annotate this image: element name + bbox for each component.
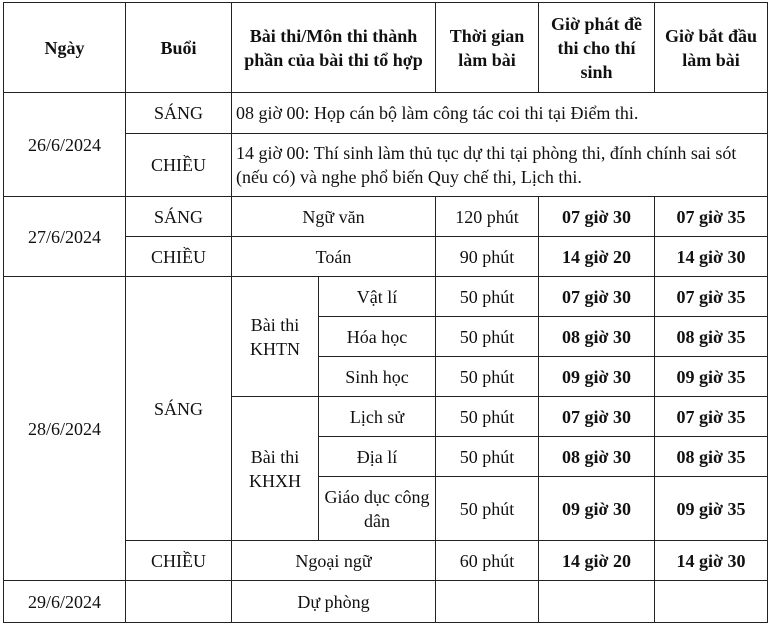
duration-cell: 60 phút <box>436 541 539 581</box>
start-time-cell: 09 giờ 35 <box>655 357 768 397</box>
header-distribute-time: Giờ phát đề thi cho thí sinh <box>539 3 655 93</box>
date-cell: 28/6/2024 <box>4 277 126 581</box>
start-time-cell: 07 giờ 35 <box>655 277 768 317</box>
duration-cell: 50 phút <box>436 437 539 477</box>
duration-cell: 50 phút <box>436 477 539 541</box>
distribute-time-cell <box>539 581 655 623</box>
table-row <box>4 197 768 237</box>
combined-exam-cell: Bài thi KHTN <box>232 277 319 397</box>
start-time-cell: 07 giờ 35 <box>655 397 768 437</box>
session-cell: SÁNG <box>126 93 232 134</box>
subject-cell: Lịch sử <box>319 397 436 437</box>
header-duration: Thời gian làm bài <box>436 3 539 93</box>
distribute-time-cell: 09 giờ 30 <box>539 357 655 397</box>
subject-cell: Vật lí <box>319 277 436 317</box>
header-row <box>4 3 768 93</box>
start-time-cell: 08 giờ 35 <box>655 317 768 357</box>
session-cell: CHIỀU <box>126 541 232 581</box>
date-cell: 29/6/2024 <box>4 581 126 623</box>
duration-cell: 50 phút <box>436 277 539 317</box>
distribute-time-cell: 07 giờ 30 <box>539 197 655 237</box>
distribute-time-cell: 14 giờ 20 <box>539 541 655 581</box>
distribute-time-cell: 08 giờ 30 <box>539 317 655 357</box>
table-row <box>4 581 768 623</box>
subject-cell: Hóa học <box>319 317 436 357</box>
distribute-time-cell: 09 giờ 30 <box>539 477 655 541</box>
session-cell: SÁNG <box>126 197 232 237</box>
duration-cell <box>436 581 539 623</box>
distribute-time-cell: 14 giờ 20 <box>539 237 655 277</box>
header-date: Ngày <box>4 3 126 93</box>
header-start-time: Giờ bắt đầu làm bài <box>655 3 768 93</box>
start-time-cell: 08 giờ 35 <box>655 437 768 477</box>
duration-cell: 120 phút <box>436 197 539 237</box>
subject-cell: Ngoại ngữ <box>232 541 436 581</box>
distribute-time-cell: 07 giờ 30 <box>539 397 655 437</box>
exam-schedule-table <box>3 2 768 623</box>
start-time-cell <box>655 581 768 623</box>
header-subject: Bài thi/Môn thi thành phần của bài thi tổ hợp <box>232 3 436 93</box>
start-time-cell: 09 giờ 35 <box>655 477 768 541</box>
table-row <box>4 277 768 317</box>
subject-cell: Dự phòng <box>232 581 436 623</box>
subject-cell: Địa lí <box>319 437 436 477</box>
start-time-cell: 07 giờ 35 <box>655 197 768 237</box>
session-cell: CHIỀU <box>126 134 232 197</box>
note-cell: 08 giờ 00: Họp cán bộ làm công tác coi thi tại Điểm thi. <box>232 93 768 134</box>
duration-cell: 90 phút <box>436 237 539 277</box>
distribute-time-cell: 08 giờ 30 <box>539 437 655 477</box>
start-time-cell: 14 giờ 30 <box>655 237 768 277</box>
note-cell: 14 giờ 00: Thí sinh làm thủ tục dự thi tại phòng thi, đính chính sai sót (nếu có) và nghe phổ biến Quy chế thi, Lịch thi. <box>232 134 768 197</box>
distribute-time-cell: 07 giờ 30 <box>539 277 655 317</box>
subject-cell: Giáo dục công dân <box>319 477 436 541</box>
start-time-cell: 14 giờ 30 <box>655 541 768 581</box>
date-cell: 26/6/2024 <box>4 93 126 197</box>
subject-cell: Sinh học <box>319 357 436 397</box>
duration-cell: 50 phút <box>436 357 539 397</box>
session-cell <box>126 581 232 623</box>
session-cell: SÁNG <box>126 277 232 541</box>
date-cell: 27/6/2024 <box>4 197 126 277</box>
combined-exam-cell: Bài thi KHXH <box>232 397 319 541</box>
session-cell: CHIỀU <box>126 237 232 277</box>
subject-cell: Toán <box>232 237 436 277</box>
header-session: Buổi <box>126 3 232 93</box>
duration-cell: 50 phút <box>436 317 539 357</box>
table-row <box>4 93 768 134</box>
duration-cell: 50 phút <box>436 397 539 437</box>
subject-cell: Ngữ văn <box>232 197 436 237</box>
